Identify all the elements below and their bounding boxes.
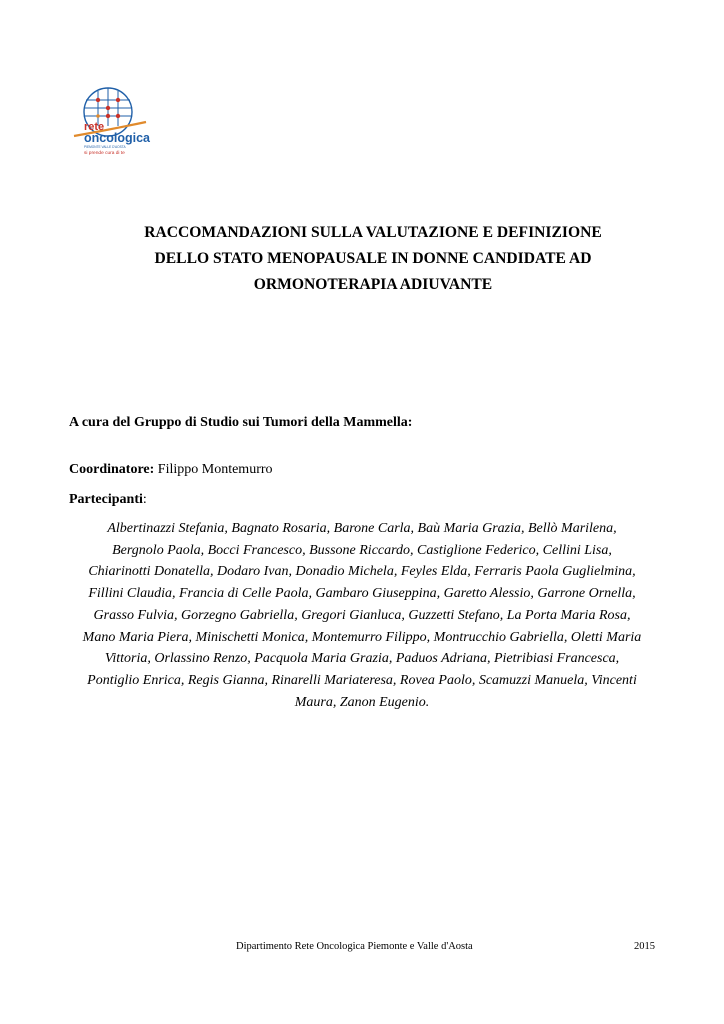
participants-line: Grasso Fulvia, Gorzegno Gabriella, Gregori Gianluca, Guzzetti Stefano, La Porta Maria Rosa, <box>93 607 631 623</box>
coordinator-name: Filippo Montemurro <box>157 462 273 477</box>
participants-line: Vittoria, Orlassino Renzo, Pacquola Maria Grazia, Paduos Adriana, Pietribiasi Francesca, <box>104 651 620 667</box>
participants-label: Partecipanti <box>69 492 143 507</box>
logo-brand-line1: rete <box>84 121 105 133</box>
title-line-3: ORMONOTERAPIA ADIUVANTE <box>253 276 493 293</box>
coordinator-line <box>69 460 273 480</box>
participants-line: Chiarinotti Donatella, Dodaro Ivan, Donadio Michela, Feyles Elda, Ferraris Paola Guglielmina, <box>88 564 636 580</box>
participants-line: Albertinazzi Stefania, Bagnato Rosaria, Barone Carla, Baù Maria Grazia, Bellò Marilena, <box>107 521 617 536</box>
participants-line: Maura, Zanon Eugenio. <box>294 694 430 710</box>
logo-tagline-2: si prende cura di te <box>84 151 125 156</box>
participants-line: Fillini Claudia, Francia di Celle Paola, Gambaro Giuseppina, Garetto Alessio, Garrone Ornella, <box>88 586 636 602</box>
participants-list <box>60 518 664 713</box>
rete-oncologica-logo <box>68 86 158 158</box>
document-title <box>60 220 686 298</box>
participants-line: Bergnolo Paola, Bocci Francesco, Bussone Riccardo, Castiglione Federico, Cellini Lisa, <box>112 542 612 558</box>
footer-department: Dipartimento Rete Oncologica Piemonte e Valle d'Aosta <box>236 941 473 952</box>
curated-by: A cura del Gruppo di Studio sui Tumori della Mammella: <box>69 415 413 430</box>
participants-heading <box>69 490 147 510</box>
logo-graphic <box>68 86 158 158</box>
participants-colon: : <box>142 492 147 507</box>
coordinator-label: Coordinatore: <box>69 462 155 477</box>
logo-brand-line2: oncologica <box>84 131 150 145</box>
logo-tagline-1: PIEMONTE VALLE D'AOSTA <box>84 145 126 149</box>
footer-year: 2015 <box>634 941 655 952</box>
title-line-1: RACCOMANDAZIONI SULLA VALUTAZIONE E DEFINIZIONE <box>144 224 602 241</box>
participants-line: Pontiglio Enrica, Regis Gianna, Rinarelli Mariateresa, Rovea Paolo, Scamuzzi Manuela, Vincenti <box>87 672 637 688</box>
participants-line: Mano Maria Piera, Minischetti Monica, Montemurro Filippo, Montrucchio Gabriella, Oletti Maria <box>82 629 642 645</box>
title-line-2: DELLO STATO MENOPAUSALE IN DONNE CANDIDATE AD <box>154 250 592 267</box>
